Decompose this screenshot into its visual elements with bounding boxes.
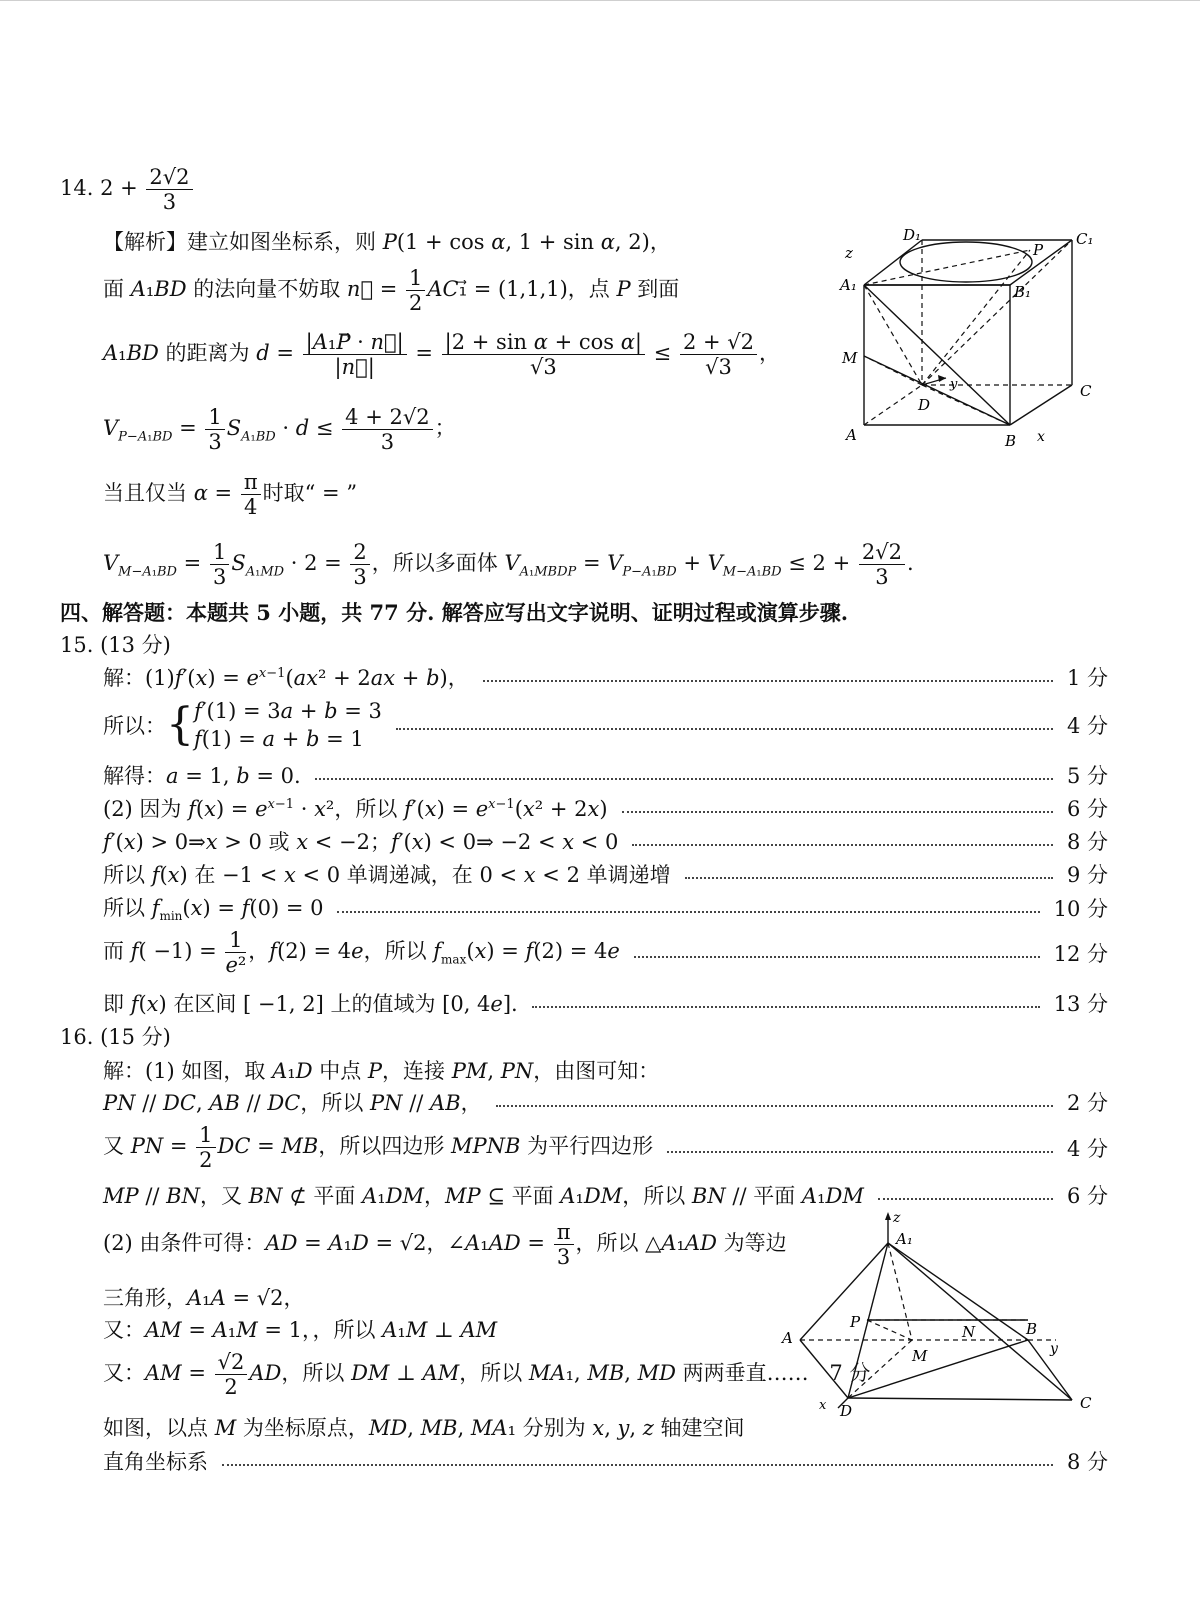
fig2-label-D: D	[840, 1402, 853, 1420]
q15-line-6: 所以 f(x) 在 −1 < x < 0 单调递减，在 0 < x < 2 单调递增 9 分	[103, 863, 1108, 887]
fig2-label-z: z	[893, 1210, 901, 1226]
fig2-label-P: P	[850, 1313, 861, 1331]
fig2-label-M: M	[912, 1347, 928, 1365]
q16-line-2: PN // DC, AB // DC，所以 PN // AB， 2 分	[103, 1091, 1108, 1115]
q15-line-2: 所以： { f′(1) = 3a + b = 3 f(1) = a + b = 1 4 分	[103, 699, 1108, 752]
q15-line-3: 解得：a = 1, b = 0. 5 分	[103, 764, 1108, 788]
q15-title: 15. (13 分)	[60, 633, 171, 657]
fig1-label-M: M	[842, 349, 858, 367]
fig1-label-D1: D₁	[903, 226, 922, 244]
q15-line-9: 即 f(x) 在区间 [ −1, 2] 上的值域为 [0, 4e]. 13 分	[103, 992, 1108, 1016]
fig1-label-y: y	[950, 377, 958, 392]
fig1-label-A1: A₁	[840, 276, 857, 294]
fig2-label-C: C	[1080, 1394, 1092, 1412]
q16-line-9: 如图，以点 M 为坐标原点，MD, MB, MA₁ 分别为 x, y, z 轴建空间	[103, 1416, 745, 1440]
fig2-label-B: B	[1026, 1320, 1038, 1338]
fig1-label-A: A	[846, 426, 857, 444]
fig1-label-B: B	[1005, 432, 1017, 450]
q15-line-1: 解：$(1)f'(x) = e^{x-1}(ax^2 + 2ax + b)$， 1 分	[103, 666, 1108, 690]
q14-line1: 【解析】建立如图坐标系，则 P(1 + cos α, 1 + sin α, 2)，	[103, 230, 671, 254]
q14-line5: 当且仅当 α = $\frac{\pi}{4}$ 时取“ = ”	[103, 470, 358, 520]
fig2-label-x: x	[819, 1398, 827, 1413]
q16-title: 16. (15 分)	[60, 1025, 171, 1049]
q16-line-1: 解：(1) 如图，取 A₁D 中点 P，连接 PM, PN，由图可知：	[103, 1059, 660, 1083]
fig2-label-A1: A₁	[896, 1230, 913, 1248]
q14-line3: A₁BD 的距离为 d = $\frac{\text{|A₁P⃗ · n⃗|}}{|n⃗|}$ = $\frac{\text{|2 + sin α + cos α|}}{√3}$ ≤ $\frac{2 + √2}{√3}$ ，	[103, 330, 781, 380]
fig2-label-A: A	[782, 1329, 793, 1347]
q15-line-5: f′(x) > 0⇒x > 0 或 x < −2；f′(x) < 0⇒ −2 < x < 0 8 分	[103, 830, 1108, 854]
fig1-label-B1: B₁	[1014, 283, 1032, 301]
fig2-label-y: y	[1050, 1341, 1058, 1357]
section-title: 四、解答题：本题共 5 小题，共 77 分. 解答应写出文字说明、证明过程或演算步骤.	[60, 600, 849, 625]
fig1-label-z: z	[845, 244, 853, 262]
q16-line-8: 又：AM = $\frac{√2}{2}$ AD，所以 DM ⊥ AM，所以 MA₁, MB, MD 两两垂直…… 7 分	[103, 1350, 871, 1400]
q14-line6: $V_{M-A_1BD}$ = $\frac{1}{3}$ $S_{A_1MD} \cdot 2$ = $\frac{2}{3}$ ，所以多面体 $V_{A_1MBDP} = V_{P-A_1BD} + V_{M-A_1BD} \le 2$ + $\frac{2√2}{3}$ .	[103, 540, 914, 590]
top-rule	[0, 0, 1200, 1]
pyramid-figure	[778, 1210, 1100, 1420]
q15-line-4: (2) 因为 $f(x) = e^{x-1} \cdot x^2$，所以 $f'(x) = e^{x-1}(x^2 + 2x)$ 6 分	[103, 797, 1108, 821]
q16-line-4: MP // BN，又 BN ⊄ 平面 A₁DM，MP ⊆ 平面 A₁DM，所以 BN // 平面 A₁DM 6 分	[103, 1184, 1108, 1208]
q16-line-5: (2) 由条件可得：AD = A₁D = √2，∠A₁AD = $\frac{\pi}{3}$ ，所以 △A₁AD 为等边	[103, 1220, 787, 1270]
fig1-label-D: D	[918, 396, 931, 414]
q16-line-7: 又：AM = A₁M = 1，，所以 A₁M ⊥ AM	[103, 1318, 498, 1342]
fig2-label-N: N	[962, 1323, 976, 1341]
q15-line-7: 所以 $f_{min}(x) = f(0) = 0$ 10 分	[103, 896, 1108, 924]
q14-line2: 面 A₁BD 的法向量不妨取 n⃗ = $\frac{1}{2}$ AC₁⃗ = (1,1,1)，点 P 到面	[103, 266, 680, 316]
q14-header: 14. 2 + $\frac{2√2}{3}$	[60, 165, 1115, 214]
q16-line-10: 直角坐标系 8 分	[103, 1450, 1108, 1474]
fig1-label-P: P	[1033, 241, 1044, 259]
q16-line-3: 又 PN = $\frac{1}{2}$ DC = MB，所以四边形 MPNB 为平行四边形 4 分	[103, 1123, 1108, 1173]
q15-line-8: 而 f( −1) = $\frac{1}{\text{e²}}$ ，f(2) = 4e，所以 $f_{max}(x) = f(2) = 4e$ 12 分	[103, 928, 1108, 978]
cube-figure	[838, 222, 1108, 452]
q16-line-6: 三角形，A₁A = √2，	[103, 1286, 305, 1310]
q14-line4: $V_{P-A_1BD}$ = $\frac{1}{3}$ $S_{A_1BD} \cdot d$ ≤ $\frac{4 + 2√2}{3}$ ；	[103, 405, 456, 455]
fig1-label-x: x	[1037, 429, 1045, 445]
fig1-label-C1: C₁	[1076, 230, 1094, 248]
fig1-label-C: C	[1080, 382, 1092, 400]
